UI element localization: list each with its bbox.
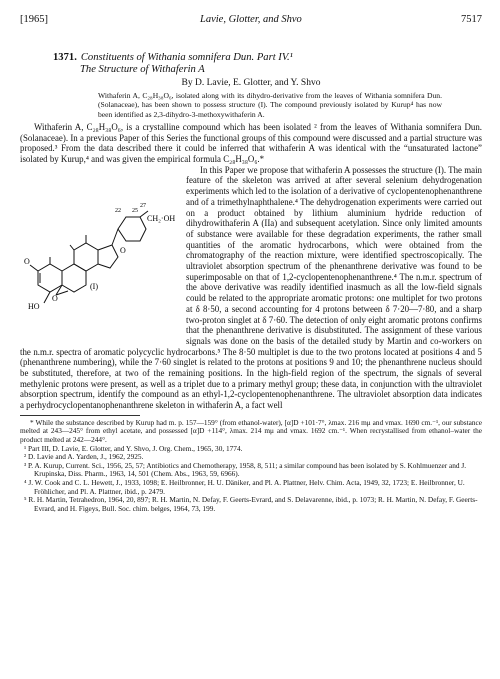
compound-label-i: (I)	[90, 281, 98, 291]
page	[20, 14, 482, 513]
page-number: 7517	[461, 14, 482, 25]
title-line-1: Constituents of Withania somnifera Dun. Part IV.¹	[80, 52, 293, 63]
title-line-2: The Structure of Withaferin A	[80, 64, 205, 75]
running-header	[20, 14, 482, 28]
sidechain-label: CH₂·OH	[147, 213, 176, 223]
hydroxyl-label: HO	[28, 301, 40, 311]
epoxide-oxygen-label: O	[52, 293, 58, 303]
reference-item: ² D. Lavie and A. Yarden, J., 1962, 2925.	[24, 452, 144, 462]
reference-item: ³ P. A. Kurup, Current. Sci., 1956, 25, 57; Antibiotics and Chemotherapy, 1958, 8, 511; a similar compound has been isolated by S. Kohlmuenzer and J. Krupinska, Diss. Pharm., 1963, 14, 501 (Chem. Abs., 1963, 59, 6966).	[24, 460, 467, 479]
header-authors: Lavie, Glotter, and Shvo	[200, 14, 302, 25]
lactone-oxygen-label: O	[120, 245, 126, 255]
paragraph-2: In this Paper we propose that withaferin A possesses the structure (I). The main feature of the skeleton was arrived at after several selenium dehydrogenation experiments which led to the isolation of a derivative of cyclopentenophenanthrene and of a trimethylnaphthalene.⁴ The dehydrogenation experiments were carried out on a product obtained by lithium aluminium hydride reduction of dihydrowithaferin A (IIa) and subsequent acetylation. Since only limited amounts of substance were available for these degradation experiments, the rather small quantities of the aromatic hydrocarbons, which were obtained from the chromatography of the reaction mixture, were identified spectroscopically. The ultraviolet absorption spectrum of the phenanthrene derivative was found to be superimposable on that of 1,2-cyclopentenophenanthrene.⁴ The n.m.r. spectrum of the above derivative was readily identified inasmuch as all the low-field signals could be related to the appropriate aromatic protons: one multiplet for two protons at δ 8·50, a second accounting for 4 protons between δ 7·20—7·80, and a sharp two-proton singlet at δ 7·60. The detection of only eight aromatic protons confirms that the phenanthrene derivative is disubstituted. The assignment of these various signals was done on the basis of the detailed study by Martin and co-workers on the n.m.r. spectra of aromatic polycyclic hydrocarbons.⁵ The 8·50 multiplet is due to the two protons located at positions 4 and 5 (phenanthrene numbering), while the 7·60 singlet is related to the protons at positions 9 and 10; the phenanthrene nucleus should be substituted, therefore, at two of the remaining positions. In the high-field region of the spectrum, the signals of several methylenic protons were present, as well as a triplet due to a primary methyl group; these data, in conjunction with the ultraviolet absorption spectrum, identify the compound as an ethyl-1,2-cyclopentenophenanthrene. The ultraviolet absorption data indicates a perhydrocyclopentanophenanthrene skeleton in withaferin A, a fact well	[20, 164, 482, 411]
article-number: 1371.	[53, 52, 77, 63]
withaferin-structure-diagram	[20, 167, 180, 342]
reference-item: ¹ Part III, D. Lavie, E. Glotter, and Y. Shvo, J. Org. Chem., 1965, 30, 1774.	[24, 443, 243, 453]
article-body	[20, 122, 482, 411]
reference-item: ⁵ R. H. Martin, Tetrahedron, 1964, 20, 897; R. H. Martin, N. Defay, F. Geerts-Evrard, and S. Delavarenne, ibid., p. 1073; R. H. Martin, N. Defay, F. Geerts-Evrard, and H. Figeys, Bull. Soc. chim. belges, 1964, 73, 199.	[24, 495, 478, 513]
structure-figure	[20, 167, 180, 342]
article-title	[20, 52, 482, 76]
footnote	[20, 419, 482, 445]
reference-item: ⁴ J. W. Cook and C. L. Hewett, J., 1933, 1098; E. Heilbronner, H. U. Däniker, and Pl. A. Plattner, Helv. Chim. Acta, 1949, 32, 1723; E. Heilbronner, U. Fröhlicher, and Pl. A. Plattner, ibid., p. 2479.	[24, 478, 465, 496]
atom-number-25: 25	[132, 207, 138, 214]
paragraph-1: Withaferin A, C₂₈H₃₈O₆, is a crystalline compound which has been isolated ² from the leaves of Withania somnifera Dun. (Solanaceae). In a previous Paper of this Series the functional groups of this compound were discussed and a partial structure was proposed.³ From the data described there it could be inferred that withaferin A was identical with the “unsaturated lactone” isolated by Kurup,⁴ and was given the empirical formula C₂₈H₃₈O₆.*	[20, 121, 482, 164]
footnote-text: * While the substance described by Kurup had m. p. 157—159° (from ethanol-water), [α]D +101·7°, λmax. 216 mμ and νmax. 1690 cm.⁻¹, our substance melted at 243—245° from ethyl acetate, and possessed [α]D +114°, λmax. 214 mμ and νmax. 1692 cm.⁻¹. When recrystallised from ethanol–water the product melted at 242—244°.	[20, 417, 482, 445]
footnote-rule	[20, 415, 140, 416]
reference-list	[20, 445, 482, 514]
abstract: Withaferin A, C₂₈H₃₈O₆, isolated along with its dihydro-derivative from the leaves of Withania somnifera Dun. (Solanaceae), has been shown to possess structure (I). The compound previously isolated by Kurup⁴ has now been identified as 2,3-dihydro-3-methoxywithaferin A.	[98, 91, 442, 119]
ketone-oxygen-label: O	[24, 256, 30, 266]
atom-number-22: 22	[115, 207, 121, 214]
atom-number-27: 27	[140, 202, 146, 209]
byline: By D. Lavie, E. Glotter, and Y. Shvo	[181, 78, 321, 88]
header-year: [1965]	[20, 14, 48, 25]
